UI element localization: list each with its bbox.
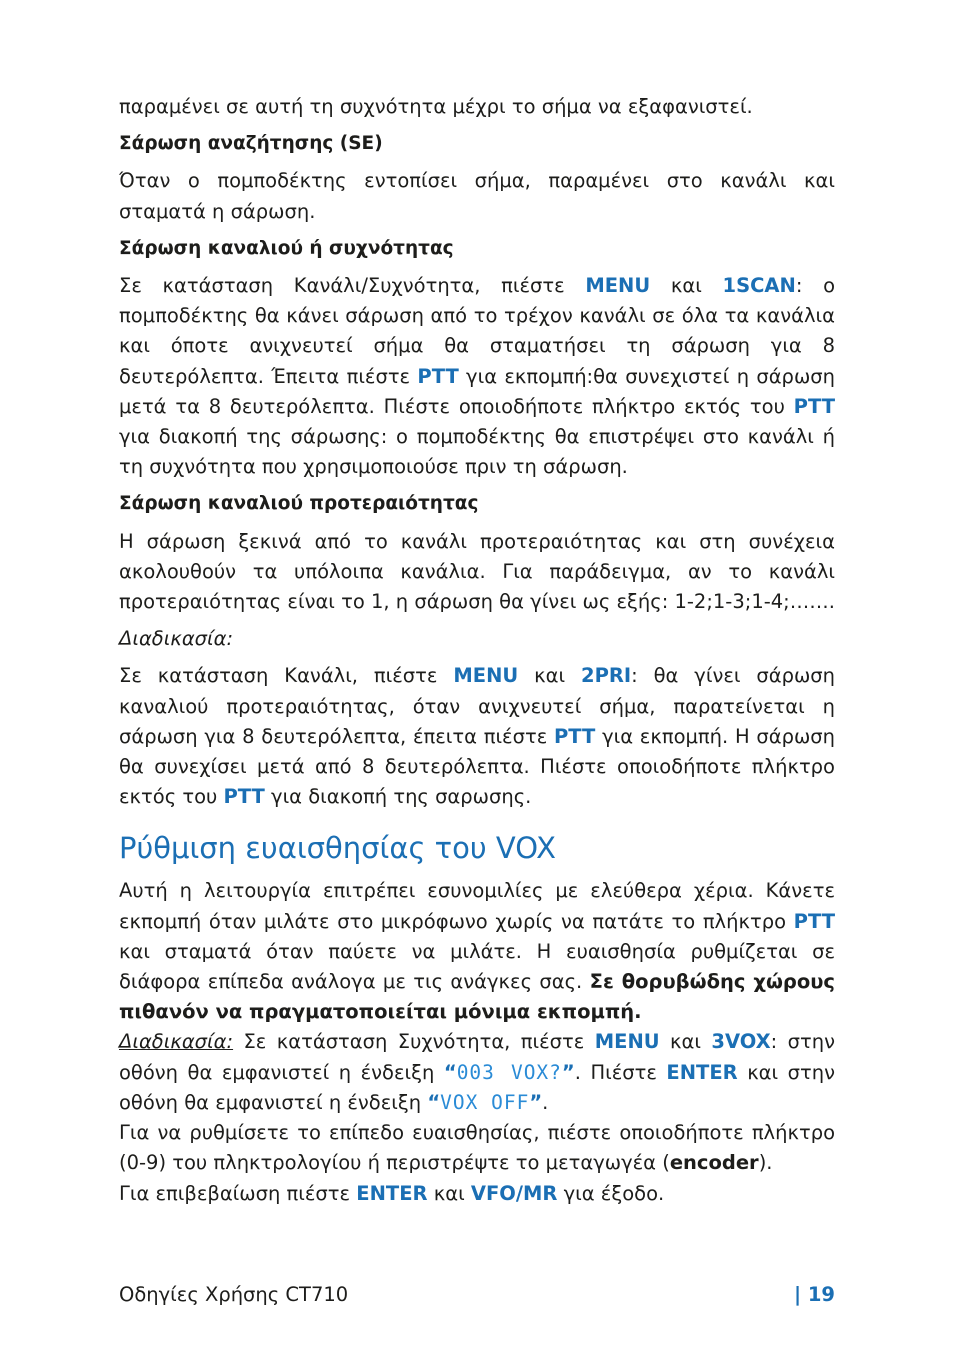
key-vfo-mr: VFO/MR — [470, 1181, 558, 1205]
lcd-display-text: 003 VOX? — [456, 1060, 562, 1084]
paragraph-channel-scan: Σε κατάσταση Κανάλι/Συχνότητα, πιέστε MENU και 1SCAN: ο πομποδέκτης θα κάνει σάρωση από το τρέχον κανάλι σε όλα τα κανάλια και όποτε ανιχνευτεί σήμα θα σταματήσει τη σάρωση για 8 δευτερόλεπτα. Έπειτα πιέστε PTT για εκπομπή:θα συνεχιστεί η σάρωση μετά τα 8 δευτερόλεπτα. Πιέστε οποιοδήποτε πλήκτρο εκτός του PTT για διακοπή της σάρωσης: ο πομποδέκτης θα επιστρέψει στο κανάλι ή τη συχνότητα που χρησιμοποιούσε πριν τη σάρωση. — [119, 274, 836, 479]
key-ptt: PTT — [223, 785, 265, 809]
paragraph-vox-procedure: Διαδικασία: Σε κατάσταση Συχνότητα, πιέστε MENU και 3VOX: στην οθόνη θα εμφανιστεί η ένδειξη “003 VOX?”. Πιέστε ENTER και στην οθόνη θα εμφανιστεί η ένδειξη “VOX OFF”. — [119, 1030, 835, 1114]
paragraph-priority-procedure: Σε κατάσταση Κανάλι, πιέστε MENU και 2PRI: θα γίνει σάρωση καναλιού προτεραιότητας, όταν ανιχνευτεί σήμα, παρατείνεται η σάρωση για 8 δευτερόλεπτα, έπειτα πιέστε PTT για εκπομπή. Η σάρωση θα συνεχίσει μετά από 8 δευτερόλεπτα. Πιέστε οποιοδήποτε πλήκτρο εκτός του PTT για διακοπή της σαρωσης. — [119, 664, 836, 809]
paragraph-intro: παραμένει σε αυτή τη συχνότητα μέχρι το σήμα να εξαφανιστεί. — [119, 95, 753, 118]
key-ptt: PTT — [417, 364, 459, 388]
key-ptt: PTT — [793, 909, 835, 933]
encoder-term: encoder — [669, 1151, 759, 1175]
page-footer — [119, 1283, 835, 1313]
key-enter: ENTER — [356, 1181, 428, 1205]
key-1scan: 1SCAN — [722, 274, 796, 298]
key-menu: MENU — [453, 664, 519, 688]
paragraph-priority-scan: Η σάρωση ξεκινά από το κανάλι προτεραιότητας και στη συνέχεια ακολουθούν τα υπόλοιπα κανάλια. Για παράδειγμα, αν το κανάλι προτεραιότητας είναι το 1, η σάρωση θα γίνει ως εξής: 1-2;1-3;1-4;……. — [119, 529, 835, 614]
lcd-display-text: VOX OFF — [440, 1090, 530, 1114]
paragraph-vox-level: Για να ρυθμίσετε το επίπεδο ευαισθησίας, πιέστε οποιοδήποτε πλήκτρο (0-9) του πληκτρολογίου ή περιστρέψτε το μεταγωγέα (encoder). — [119, 1121, 835, 1175]
warning-text: Σε θορυβώδης χώρους πιθανόν να πραγματοποιείται μόνιμα εκπομπή. — [119, 970, 835, 1024]
key-menu: MENU — [594, 1030, 660, 1054]
footer-manual-title: Οδηγίες Χρήσης CT710 — [119, 1283, 349, 1306]
page-number: | 19 — [793, 1283, 835, 1306]
paragraph-search-scan: Όταν ο πομποδέκτης εντοπίσει σήμα, παραμένει στο κανάλι και σταματά η σάρωση. — [119, 169, 835, 223]
key-enter: ENTER — [666, 1060, 738, 1084]
heading-priority-scan: Σάρωση καναλιού προτεραιότητας — [119, 493, 479, 515]
page-content — [119, 92, 835, 1209]
key-ptt: PTT — [793, 394, 835, 418]
procedure-label: Διαδικασία: — [119, 1030, 234, 1054]
procedure-label: Διαδικασία: — [119, 627, 234, 651]
heading-search-scan: Σάρωση αναζήτησης (SE) — [119, 133, 383, 155]
heading-channel-scan: Σάρωση καναλιού ή συχνότητας — [119, 237, 454, 259]
key-menu: MENU — [585, 274, 651, 298]
paragraph-vox-confirm: Για επιβεβαίωση πιέστε ENTER και VFO/MR για έξοδο. — [119, 1181, 665, 1205]
section-title: Ρύθμιση ευαισθησίας του VOX — [119, 831, 557, 866]
key-3vox: 3VOX — [711, 1030, 771, 1054]
key-ptt: PTT — [553, 724, 596, 748]
paragraph-vox-intro: Αυτή η λειτουργία επιτρέπει εσυνομιλίες με ελεύθερα χέρια. Κάνετε εκπομπή όταν μιλάτε στο μικρόφωνο χωρίς να πατάτε το πλήκτρο PTT και σταματά όταν παύετε να μιλάτε. Η ευαισθησία ρυθμίζεται σε διάφορα επίπεδα ανάλογα με τις ανάγκες σας. Σε θορυβώδης χώρους πιθανόν να πραγματοποιείται μόνιμα εκπομπή. — [119, 879, 835, 1024]
key-2pri: 2PRI — [581, 664, 632, 688]
